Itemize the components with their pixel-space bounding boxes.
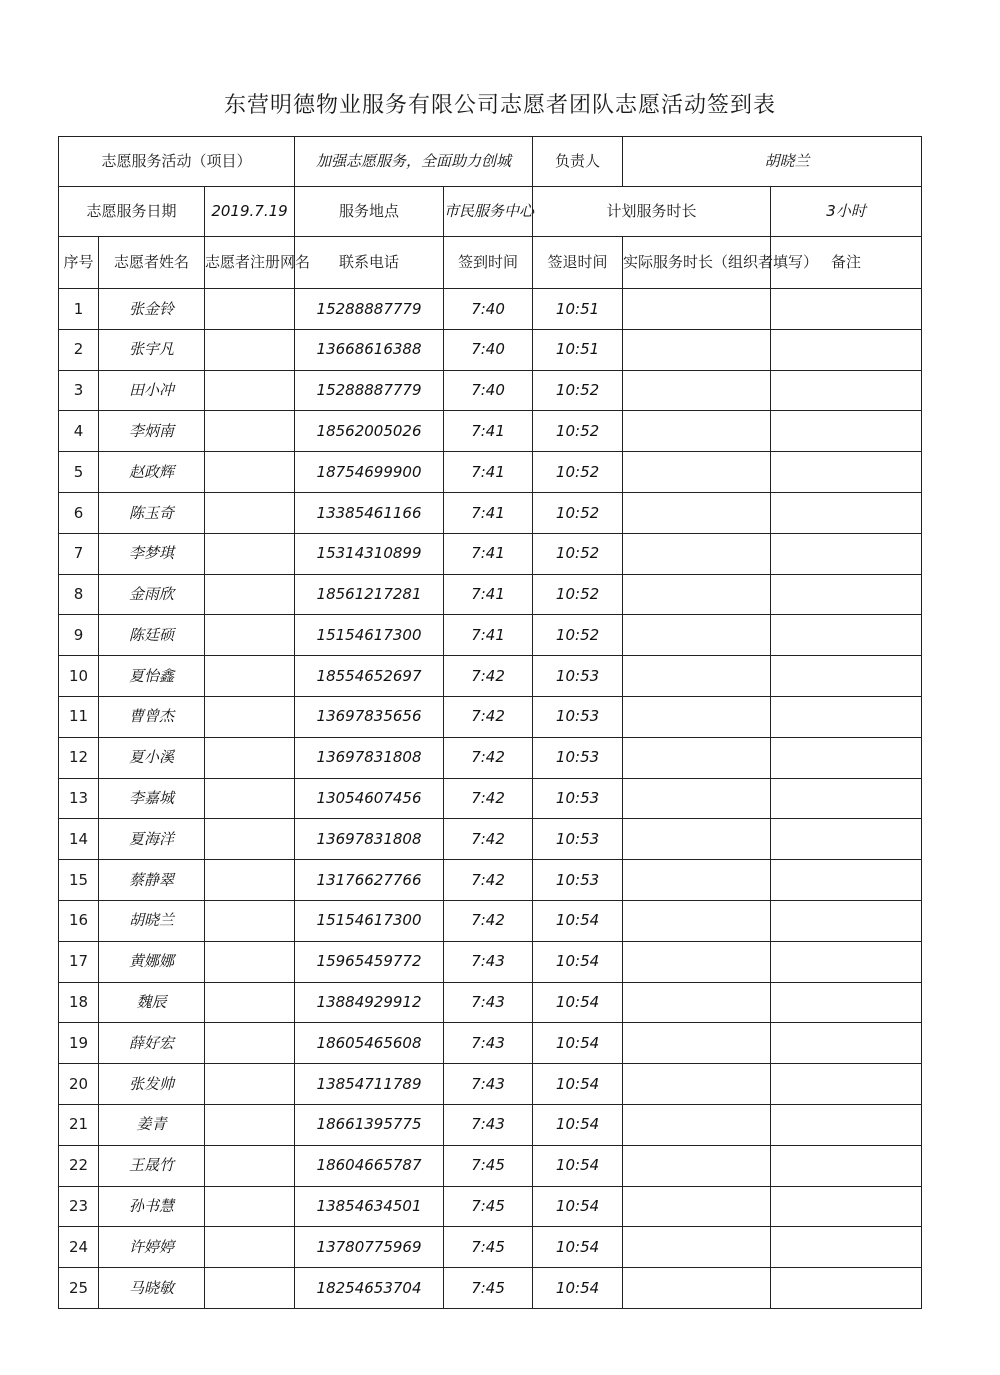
row-name: 胡晓兰: [99, 900, 205, 941]
row-seq: 10: [59, 656, 99, 697]
row-reg: [205, 778, 295, 819]
table-row: [59, 411, 922, 452]
row-sign-out: 10:54: [533, 1145, 623, 1186]
row-phone: 18554652697: [295, 656, 444, 697]
row-sign-out: 10:52: [533, 370, 623, 411]
row-sign-out: 10:51: [533, 289, 623, 330]
row-remark: [771, 656, 922, 697]
row-phone: 15154617300: [295, 900, 444, 941]
table-body: [59, 289, 922, 1309]
row-remark: [771, 696, 922, 737]
row-actual: [623, 941, 771, 982]
row-sign-in: 7:41: [444, 533, 533, 574]
row-sign-in: 7:41: [444, 615, 533, 656]
date-value: 2019.7.19: [205, 187, 295, 237]
row-phone: 13780775969: [295, 1227, 444, 1268]
row-actual: [623, 533, 771, 574]
row-seq: 4: [59, 411, 99, 452]
row-actual: [623, 819, 771, 860]
row-remark: [771, 329, 922, 370]
row-actual: [623, 900, 771, 941]
row-name: 李炳南: [99, 411, 205, 452]
row-actual: [623, 778, 771, 819]
row-remark: [771, 860, 922, 901]
row-reg: [205, 1064, 295, 1105]
table-row: [59, 737, 922, 778]
row-seq: 1: [59, 289, 99, 330]
row-reg: [205, 737, 295, 778]
row-actual: [623, 574, 771, 615]
row-sign-in: 7:45: [444, 1268, 533, 1309]
row-name: 夏小溪: [99, 737, 205, 778]
row-reg: [205, 860, 295, 901]
row-reg: [205, 696, 295, 737]
row-name: 夏怡鑫: [99, 656, 205, 697]
row-name: 张发帅: [99, 1064, 205, 1105]
row-name: 黄娜娜: [99, 941, 205, 982]
row-remark: [771, 819, 922, 860]
row-reg: [205, 941, 295, 982]
row-reg: [205, 1104, 295, 1145]
table-row: [59, 778, 922, 819]
row-name: 蔡静翠: [99, 860, 205, 901]
row-name: 张宇凡: [99, 329, 205, 370]
row-name: 田小冲: [99, 370, 205, 411]
table-row: [59, 1268, 922, 1309]
row-sign-out: 10:52: [533, 533, 623, 574]
col-sign-out: 签退时间: [533, 237, 623, 289]
row-seq: 25: [59, 1268, 99, 1309]
row-phone: 13854711789: [295, 1064, 444, 1105]
row-sign-in: 7:45: [444, 1145, 533, 1186]
row-name: 李梦琪: [99, 533, 205, 574]
row-sign-in: 7:43: [444, 941, 533, 982]
row-name: 薛好宏: [99, 1023, 205, 1064]
row-phone: 15288887779: [295, 370, 444, 411]
row-sign-out: 10:52: [533, 452, 623, 493]
row-seq: 13: [59, 778, 99, 819]
row-seq: 11: [59, 696, 99, 737]
row-reg: [205, 411, 295, 452]
row-remark: [771, 982, 922, 1023]
row-sign-out: 10:54: [533, 1227, 623, 1268]
table-row: [59, 329, 922, 370]
row-remark: [771, 411, 922, 452]
row-remark: [771, 492, 922, 533]
row-seq: 21: [59, 1104, 99, 1145]
row-reg: [205, 615, 295, 656]
row-name: 马晓敏: [99, 1268, 205, 1309]
row-sign-out: 10:54: [533, 1023, 623, 1064]
row-phone: 18754699900: [295, 452, 444, 493]
row-reg: [205, 492, 295, 533]
row-name: 魏辰: [99, 982, 205, 1023]
row-seq: 12: [59, 737, 99, 778]
row-actual: [623, 452, 771, 493]
table-row: [59, 941, 922, 982]
row-seq: 18: [59, 982, 99, 1023]
row-phone: 15288887779: [295, 289, 444, 330]
row-actual: [623, 615, 771, 656]
row-sign-in: 7:41: [444, 452, 533, 493]
row-sign-out: 10:54: [533, 1268, 623, 1309]
row-reg: [205, 1268, 295, 1309]
sign-in-table: [58, 136, 922, 1309]
row-phone: 13884929912: [295, 982, 444, 1023]
row-phone: 18661395775: [295, 1104, 444, 1145]
page-title: 东营明德物业服务有限公司志愿者团队志愿活动签到表: [223, 93, 776, 118]
row-actual: [623, 982, 771, 1023]
leader-value: 胡晓兰: [623, 137, 922, 187]
row-actual: [623, 289, 771, 330]
location-label: 服务地点: [295, 187, 444, 237]
row-actual: [623, 696, 771, 737]
row-remark: [771, 533, 922, 574]
row-sign-in: 7:42: [444, 778, 533, 819]
row-remark: [771, 941, 922, 982]
row-name: 孙书慧: [99, 1186, 205, 1227]
row-sign-out: 10:53: [533, 860, 623, 901]
row-reg: [205, 289, 295, 330]
row-sign-out: 10:54: [533, 941, 623, 982]
row-sign-in: 7:43: [444, 1104, 533, 1145]
row-seq: 22: [59, 1145, 99, 1186]
row-phone: 15965459772: [295, 941, 444, 982]
row-sign-out: 10:54: [533, 1104, 623, 1145]
col-phone: 联系电话: [295, 237, 444, 289]
row-seq: 15: [59, 860, 99, 901]
row-phone: 18604665787: [295, 1145, 444, 1186]
row-actual: [623, 1227, 771, 1268]
row-seq: 20: [59, 1064, 99, 1105]
row-reg: [205, 656, 295, 697]
table-row: [59, 533, 922, 574]
row-actual: [623, 1064, 771, 1105]
row-sign-out: 10:53: [533, 778, 623, 819]
row-actual: [623, 1145, 771, 1186]
table-row: [59, 370, 922, 411]
table-row: [59, 452, 922, 493]
row-name: 陈玉奇: [99, 492, 205, 533]
row-reg: [205, 1186, 295, 1227]
row-remark: [771, 1268, 922, 1309]
row-reg: [205, 370, 295, 411]
col-actual: 实际服务时长（组织者填写）: [623, 237, 771, 289]
col-remark: 备注: [771, 237, 922, 289]
row-seq: 23: [59, 1186, 99, 1227]
row-reg: [205, 900, 295, 941]
row-seq: 9: [59, 615, 99, 656]
row-sign-in: 7:45: [444, 1227, 533, 1268]
row-name: 赵政辉: [99, 452, 205, 493]
table-row: [59, 1227, 922, 1268]
row-seq: 6: [59, 492, 99, 533]
row-sign-out: 10:53: [533, 696, 623, 737]
row-phone: 13697831808: [295, 819, 444, 860]
row-reg: [205, 574, 295, 615]
row-sign-in: 7:43: [444, 982, 533, 1023]
table-row: [59, 656, 922, 697]
row-remark: [771, 574, 922, 615]
row-phone: 13385461166: [295, 492, 444, 533]
row-remark: [771, 370, 922, 411]
row-name: 夏海洋: [99, 819, 205, 860]
row-name: 曹曾杰: [99, 696, 205, 737]
row-sign-in: 7:40: [444, 289, 533, 330]
row-actual: [623, 656, 771, 697]
row-phone: 18562005026: [295, 411, 444, 452]
row-reg: [205, 1145, 295, 1186]
row-remark: [771, 900, 922, 941]
row-actual: [623, 329, 771, 370]
row-phone: 18254653704: [295, 1268, 444, 1309]
row-reg: [205, 452, 295, 493]
date-row: [59, 187, 922, 237]
row-sign-in: 7:42: [444, 819, 533, 860]
row-phone: 18561217281: [295, 574, 444, 615]
row-sign-out: 10:52: [533, 411, 623, 452]
row-remark: [771, 452, 922, 493]
row-sign-out: 10:52: [533, 574, 623, 615]
row-remark: [771, 1186, 922, 1227]
row-actual: [623, 860, 771, 901]
row-remark: [771, 1064, 922, 1105]
row-seq: 17: [59, 941, 99, 982]
row-sign-in: 7:41: [444, 574, 533, 615]
row-reg: [205, 329, 295, 370]
date-label: 志愿服务日期: [59, 187, 205, 237]
row-remark: [771, 1145, 922, 1186]
column-header-row: [59, 237, 922, 289]
activity-label: 志愿服务活动（项目）: [59, 137, 295, 187]
row-phone: 13668616388: [295, 329, 444, 370]
row-reg: [205, 819, 295, 860]
row-name: 王晟竹: [99, 1145, 205, 1186]
row-sign-in: 7:41: [444, 492, 533, 533]
col-seq: 序号: [59, 237, 99, 289]
row-sign-in: 7:45: [444, 1186, 533, 1227]
activity-value: 加强志愿服务，全面助力创城: [295, 137, 533, 187]
row-remark: [771, 1023, 922, 1064]
row-reg: [205, 1023, 295, 1064]
table-row: [59, 1145, 922, 1186]
col-sign-in: 签到时间: [444, 237, 533, 289]
row-sign-out: 10:53: [533, 737, 623, 778]
row-seq: 24: [59, 1227, 99, 1268]
row-actual: [623, 492, 771, 533]
row-seq: 2: [59, 329, 99, 370]
row-sign-in: 7:43: [444, 1023, 533, 1064]
row-actual: [623, 411, 771, 452]
row-actual: [623, 737, 771, 778]
table-row: [59, 289, 922, 330]
row-seq: 14: [59, 819, 99, 860]
row-sign-in: 7:42: [444, 737, 533, 778]
row-phone: 13697835656: [295, 696, 444, 737]
row-phone: 13697831808: [295, 737, 444, 778]
row-phone: 15154617300: [295, 615, 444, 656]
table-row: [59, 1104, 922, 1145]
row-remark: [771, 737, 922, 778]
table-row: [59, 1064, 922, 1105]
row-remark: [771, 289, 922, 330]
row-sign-out: 10:54: [533, 982, 623, 1023]
row-actual: [623, 1268, 771, 1309]
row-name: 金雨欣: [99, 574, 205, 615]
row-remark: [771, 778, 922, 819]
table-row: [59, 615, 922, 656]
row-reg: [205, 982, 295, 1023]
plan-label: 计划服务时长: [533, 187, 771, 237]
row-sign-out: 10:54: [533, 1064, 623, 1105]
row-sign-out: 10:53: [533, 819, 623, 860]
row-phone: 18605465608: [295, 1023, 444, 1064]
location-value: 市民服务中心: [444, 187, 533, 237]
row-seq: 8: [59, 574, 99, 615]
row-sign-in: 7:43: [444, 1064, 533, 1105]
activity-row: [59, 137, 922, 187]
row-remark: [771, 1227, 922, 1268]
row-sign-out: 10:52: [533, 615, 623, 656]
row-phone: 13854634501: [295, 1186, 444, 1227]
row-name: 李嘉城: [99, 778, 205, 819]
table-row: [59, 982, 922, 1023]
col-reg: 志愿者注册网名: [205, 237, 295, 289]
row-seq: 5: [59, 452, 99, 493]
row-sign-in: 7:42: [444, 696, 533, 737]
row-name: 张金铃: [99, 289, 205, 330]
row-sign-out: 10:53: [533, 656, 623, 697]
row-sign-out: 10:51: [533, 329, 623, 370]
row-phone: 13176627766: [295, 860, 444, 901]
row-sign-in: 7:40: [444, 370, 533, 411]
plan-value: 3小时: [771, 187, 922, 237]
row-remark: [771, 615, 922, 656]
row-actual: [623, 1186, 771, 1227]
table-row: [59, 1023, 922, 1064]
row-name: 陈廷硕: [99, 615, 205, 656]
row-phone: 13054607456: [295, 778, 444, 819]
row-seq: 7: [59, 533, 99, 574]
row-actual: [623, 1104, 771, 1145]
row-sign-in: 7:42: [444, 860, 533, 901]
row-sign-in: 7:42: [444, 656, 533, 697]
row-sign-in: 7:41: [444, 411, 533, 452]
col-name: 志愿者姓名: [99, 237, 205, 289]
row-seq: 19: [59, 1023, 99, 1064]
row-reg: [205, 533, 295, 574]
table-row: [59, 574, 922, 615]
row-seq: 16: [59, 900, 99, 941]
row-phone: 15314310899: [295, 533, 444, 574]
table-row: [59, 900, 922, 941]
row-actual: [623, 1023, 771, 1064]
row-sign-out: 10:52: [533, 492, 623, 533]
table-row: [59, 1186, 922, 1227]
row-name: 许婷婷: [99, 1227, 205, 1268]
row-remark: [771, 1104, 922, 1145]
row-sign-out: 10:54: [533, 1186, 623, 1227]
row-sign-out: 10:54: [533, 900, 623, 941]
table-row: [59, 860, 922, 901]
row-sign-in: 7:42: [444, 900, 533, 941]
row-seq: 3: [59, 370, 99, 411]
row-actual: [623, 370, 771, 411]
row-sign-in: 7:40: [444, 329, 533, 370]
row-reg: [205, 1227, 295, 1268]
row-name: 姜青: [99, 1104, 205, 1145]
table-row: [59, 492, 922, 533]
table-row: [59, 819, 922, 860]
table-row: [59, 696, 922, 737]
leader-label: 负责人: [533, 137, 623, 187]
